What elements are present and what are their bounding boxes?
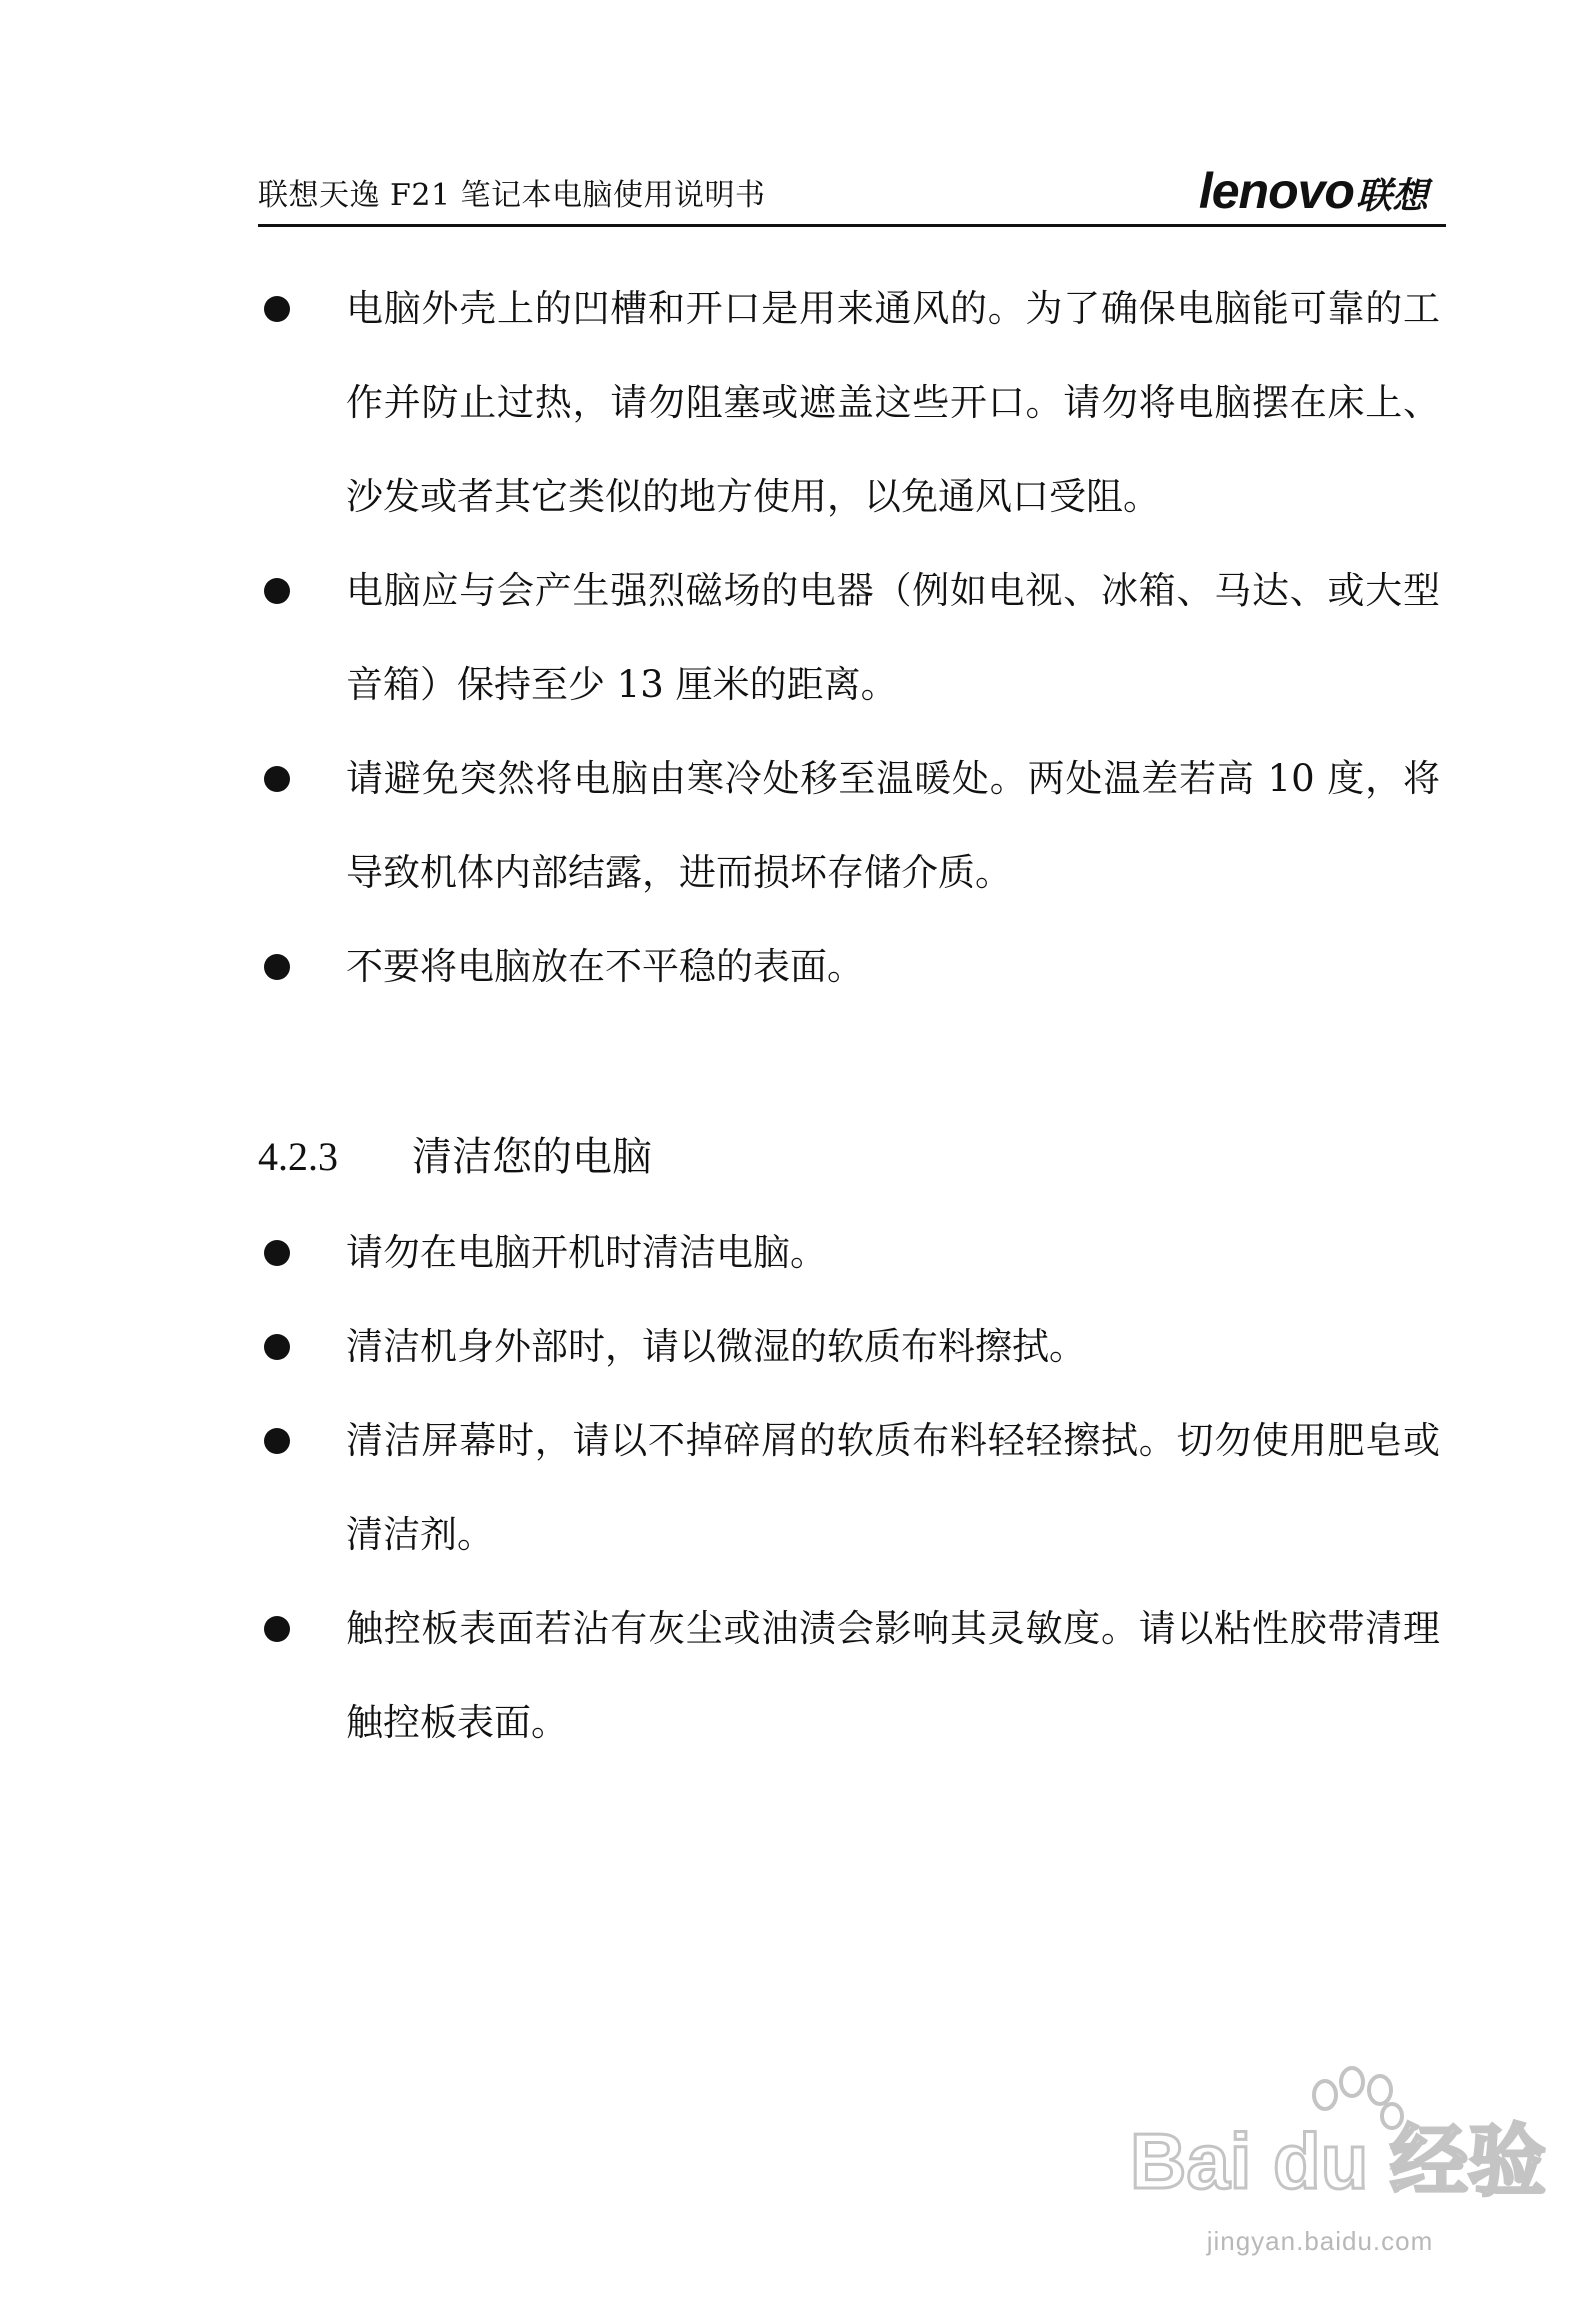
baidu-jingyan-watermark [1120,2050,1547,2270]
page-body [258,262,1458,1770]
list-item [258,1206,1440,1300]
list-item [258,920,1440,1014]
list-item [258,1394,1440,1582]
bullet-text: 清洁屏幕时，请以不掉碎屑的软质布料轻轻擦拭。切勿使用肥皂或清洁剂。 [346,1419,1440,1556]
lenovo-logo [1199,162,1428,220]
bullet-icon [264,1240,290,1266]
bullet-icon [264,1428,290,1454]
list-item [258,262,1440,544]
list-item [258,1582,1440,1770]
list-item [258,544,1440,732]
bullet-text: 不要将电脑放在不平稳的表面。 [346,945,864,988]
list-item [258,732,1440,920]
baidu-logo-text: Bai du 经验 [1130,2117,1547,2205]
safety-bullet-list [258,262,1458,1014]
bullet-icon [264,296,290,322]
bullet-icon [264,1616,290,1642]
section-heading [258,1110,1458,1204]
bullet-text: 电脑应与会产生强烈磁场的电器（例如电视、冰箱、马达、或大型音箱）保持至少 13 厘米的距离。 [346,569,1440,706]
bullet-icon [264,578,290,604]
lenovo-wordmark: lenovo [1198,163,1354,219]
bullet-text: 请勿在电脑开机时清洁电脑。 [346,1231,827,1274]
bullet-text: 电脑外壳上的凹槽和开口是用来通风的。为了确保电脑能可靠的工作并防止过热，请勿阻塞或遮盖这些开口。请勿将电脑摆在床上、沙发或者其它类似的地方使用，以免通风口受阻。 [346,287,1440,518]
section-number: 4.2.3 [258,1134,338,1179]
bullet-text: 触控板表面若沾有灰尘或油渍会影响其灵敏度。请以粘性胶带清理触控板表面。 [346,1607,1440,1744]
bullet-icon [264,766,290,792]
bullet-icon [264,954,290,980]
section-title: 清洁您的电脑 [412,1134,652,1180]
running-header [258,163,1446,227]
manual-title: 联想天逸 F21 笔记本电脑使用说明书 [258,178,766,213]
baidu-paw-logo-icon [1120,2050,1547,2220]
bullet-text: 请避免突然将电脑由寒冷处移至温暖处。两处温差若高 10 度，将导致机体内部结露，进而损坏存储介质。 [346,757,1440,894]
watermark-url: jingyan.baidu.com [1206,2226,1434,2256]
list-item [258,1300,1440,1394]
bullet-text: 清洁机身外部时，请以微湿的软质布料擦拭。 [346,1325,1086,1368]
lenovo-chinese-wordmark: 联想 [1355,176,1428,217]
cleaning-bullet-list [258,1206,1458,1770]
bullet-icon [264,1334,290,1360]
